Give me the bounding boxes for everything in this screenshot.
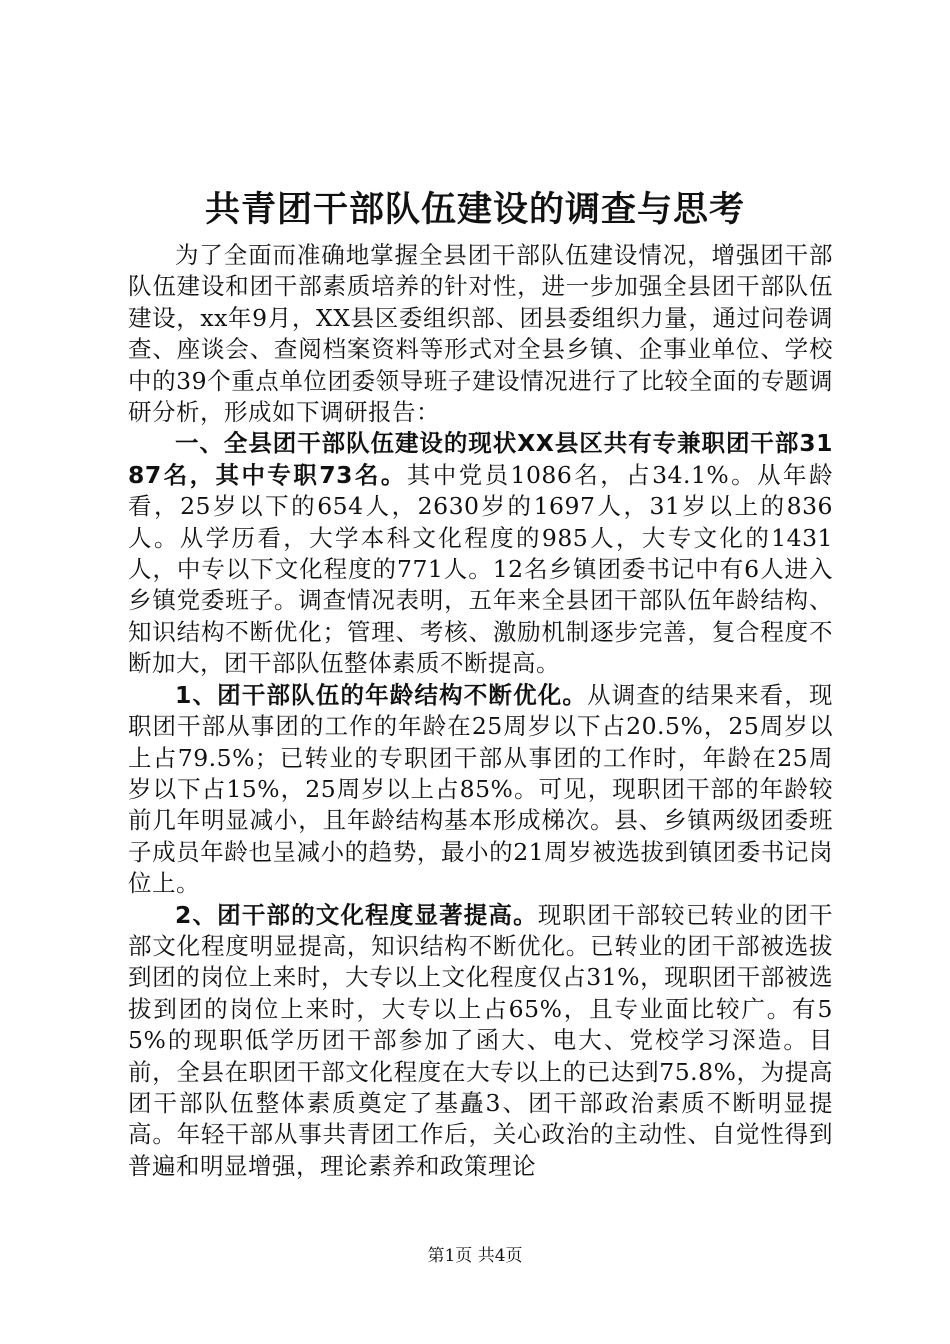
paragraph-lead: 2、团干部的文化程度显著提高。 (175, 900, 538, 929)
page-number-footer: 第1页 共4页 (427, 1246, 523, 1266)
paragraph-text: 现职团干部较已转业的团干部文化程度明显提高，知识结构不断优化。已转业的团干部被选拔到团的岗位上来时，大专以上文化程度仅占31%，现职团干部被选拔到团的岗位上来时，大专以上占65%，且专业面比较广。有55%的现职低学历团干部参加了函大、电大、党校学习深造。目前，全县在职团干部文化程度在大专以上的已达到75.8%，为提高团干部队伍整体素质奠定了基矗3、团干部政治素质不断明显提高。年轻干部从事共青团工作后，关心政治的主动性、自觉性得到普遍和明显增强，理论素养和政策理论 (128, 900, 834, 1180)
paragraph-age-structure (128, 680, 833, 900)
paragraph-intro (128, 240, 833, 428)
paragraph-section-1 (128, 428, 833, 679)
document-body (128, 240, 833, 1182)
paragraph-text: 为了全面而准确地掌握全县团干部队伍建设情况，增强团干部队伍建设和团干部素质培养的针对性，进一步加强全县团干部队伍建设，xx年9月，XX县区委组织部、团县委组织力量，通过问卷调查、座谈会、查阅档案资料等形式对全县乡镇、企事业单位、学校中的39个重点单位团委领导班子建设情况进行了比较全面的专题调研分析，形成如下调研报告： (128, 241, 833, 427)
document-title: 共青团干部队伍建设的调查与思考 (204, 190, 745, 230)
paragraph-text: 其中党员1086名，占34.1%。从年龄看，25岁以下的654人，2630岁的1697人，31岁以上的836人。从学历看，大学本科文化程度的985人，大专文化的1431人，中专以下文化程度的771人。12名乡镇团委书记中有6人进入乡镇党委班子。调查情况表明，五年来全县团干部队伍年龄结构、知识结构不断优化；管理、考核、激励机制逐步完善，复合程度不断加大，团干部队伍整体素质不断提高。 (128, 460, 833, 678)
paragraph-lead: 一、全县团干部队伍建设的现状XX县区共有专兼职团干部3187名，其中专职73名。 (128, 429, 833, 489)
paragraph-education-level (128, 900, 833, 1183)
paragraph-text: 从调查的结果来看，现职团干部从事团的工作的年龄在25周岁以下占20.5%，25周岁以上占79.5%；已转业的专职团干部从事团的工作时，年龄在25周岁以下占15%，25周岁以上占85%。可见，现职团干部的年龄较前几年明显减小，且年龄结构基本形成梯次。县、乡镇两级团委班子成员年龄也呈减小的趋势，最小的21周岁被选拔到镇团委书记岗位上。 (128, 680, 833, 898)
paragraph-lead: 1、团干部队伍的年龄结构不断优化。 (175, 680, 588, 709)
